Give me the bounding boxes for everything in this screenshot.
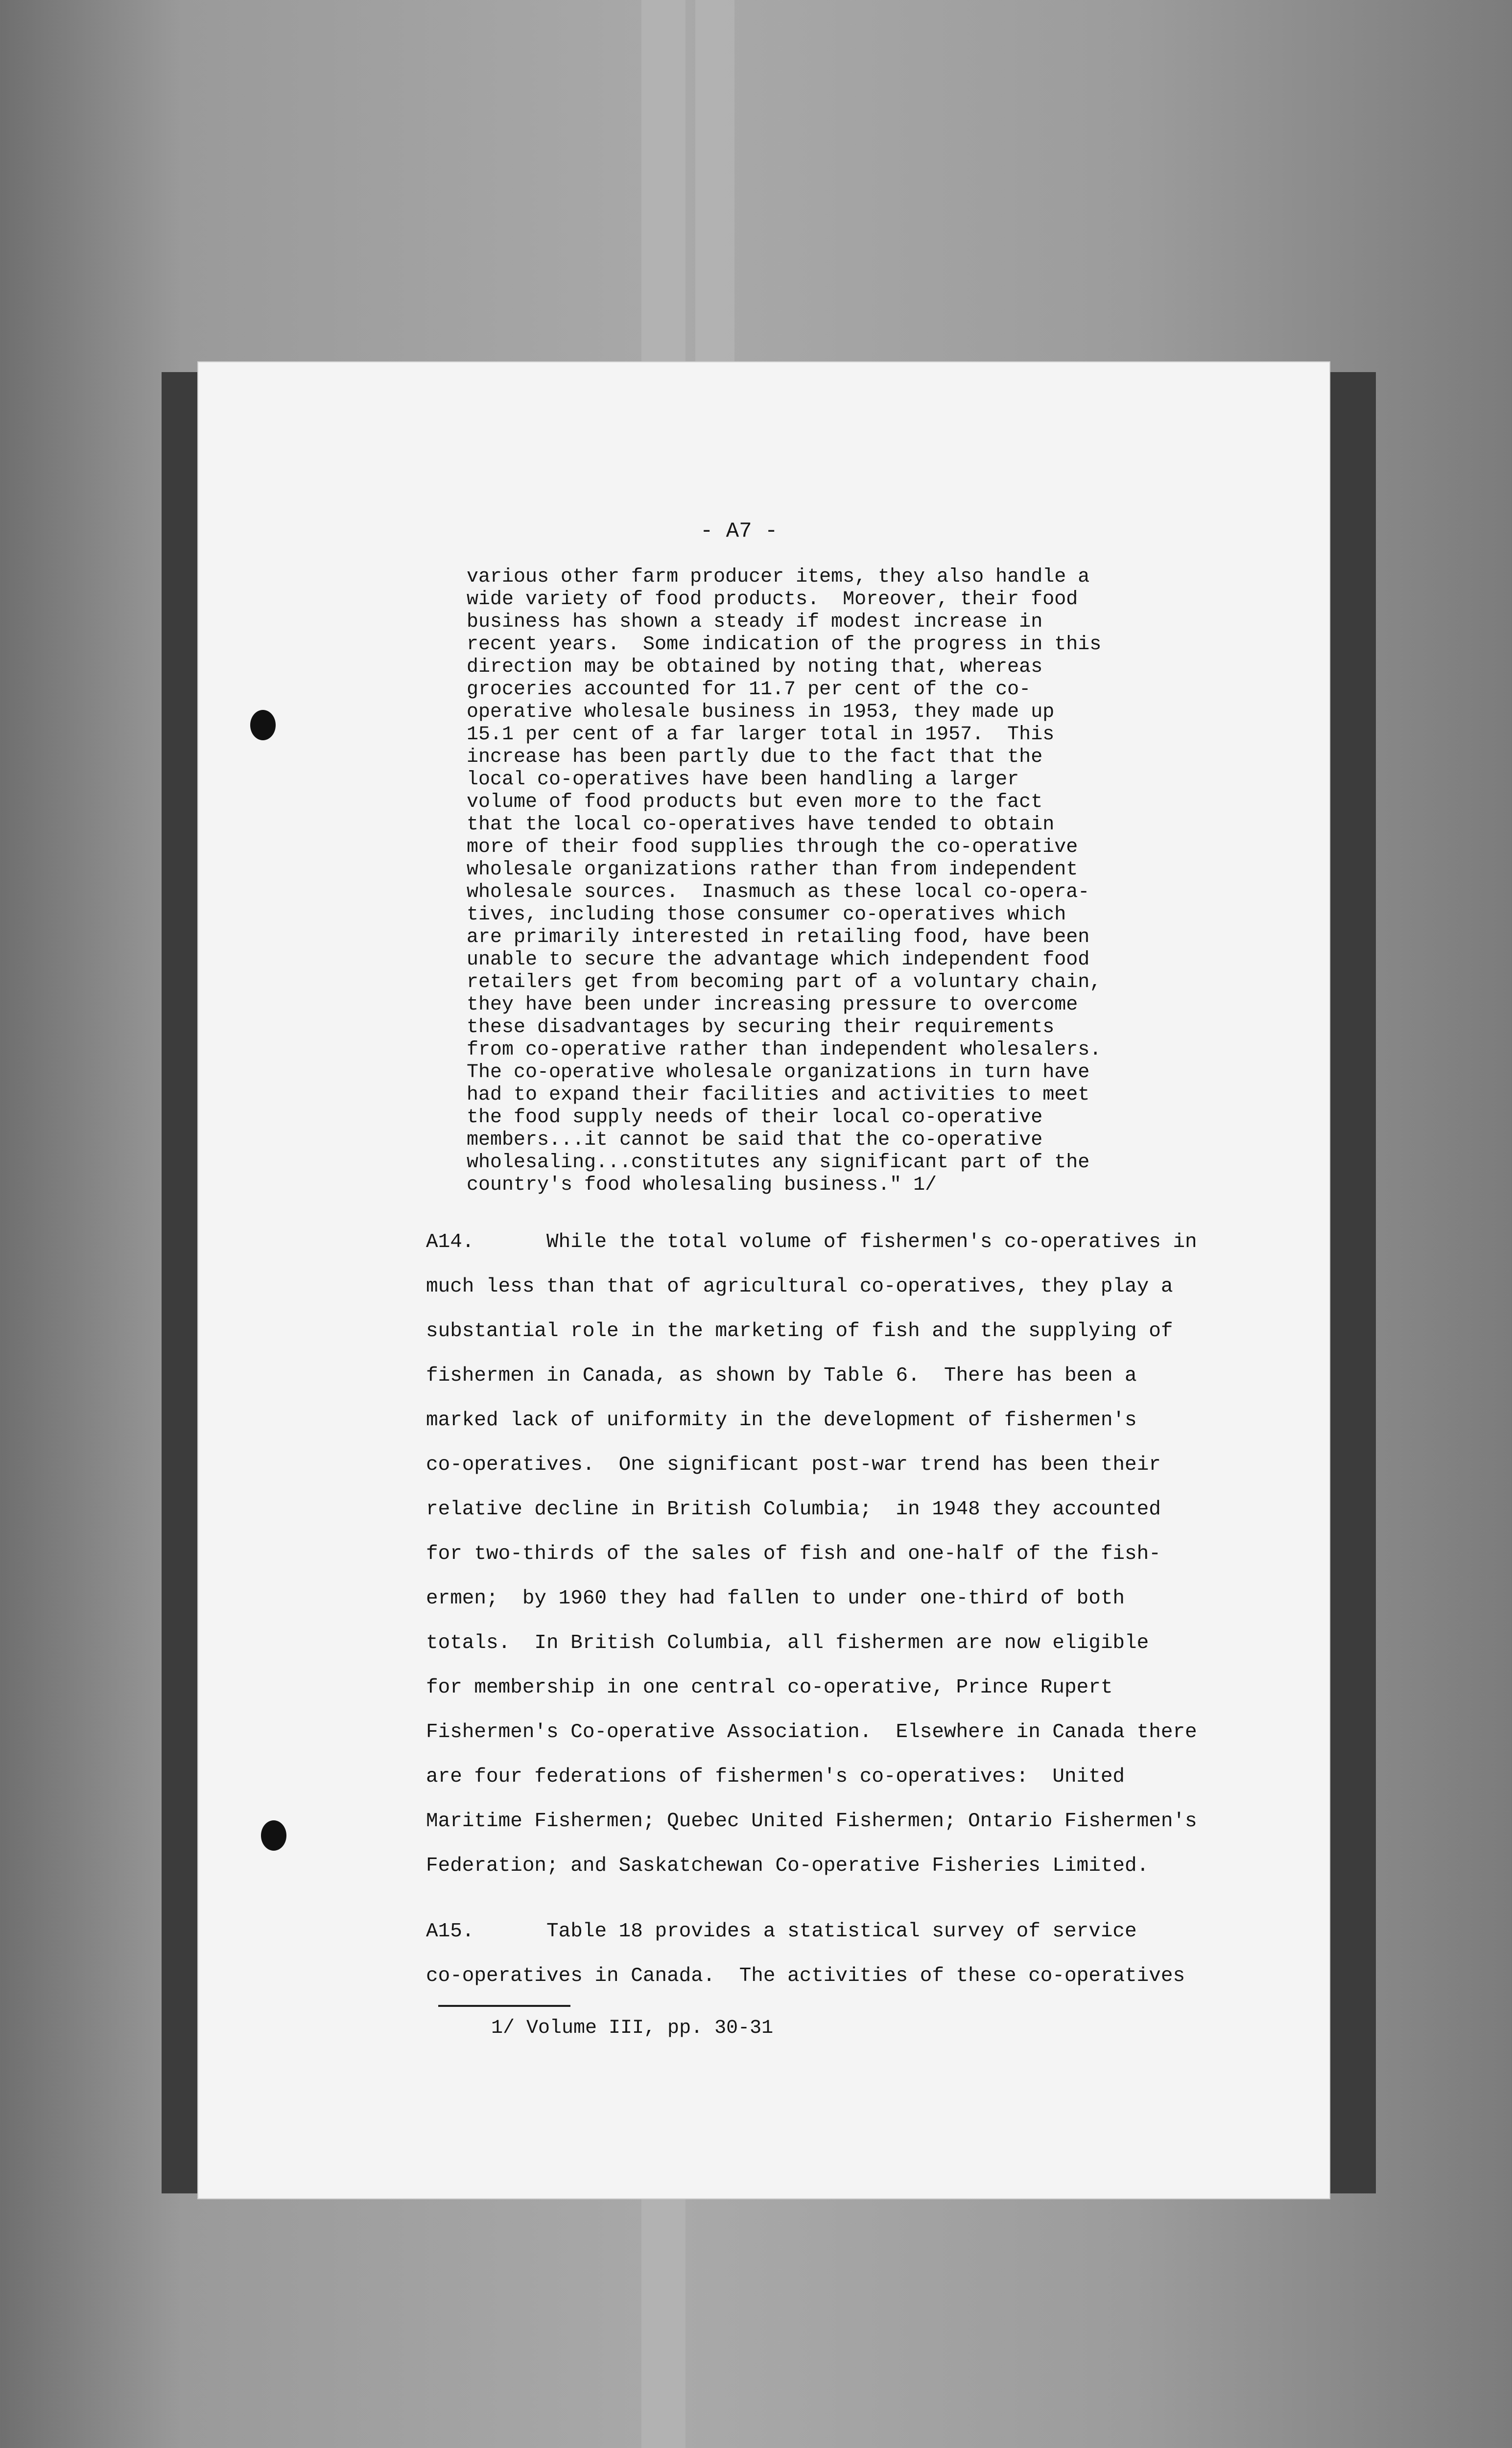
- document-page: [198, 362, 1329, 2198]
- paragraph-line: substantial role in the marketing of fish and the supplying of: [426, 1320, 1173, 1342]
- paragraph-line: for two-thirds of the sales of fish and one-half of the fish-: [426, 1543, 1161, 1565]
- quote-line: wholesale organizations rather than from independent: [467, 859, 1078, 881]
- quote-line: they have been under increasing pressure to overcome: [467, 994, 1078, 1016]
- quote-line: more of their food supplies through the co-operative: [467, 836, 1078, 858]
- paragraph-line: fishermen in Canada, as shown by Table 6. There has been a: [426, 1365, 1137, 1387]
- paragraph-line: A14. While the total volume of fishermen's co-operatives in: [426, 1231, 1197, 1253]
- paragraph-line: co-operatives. One significant post-war trend has been their: [426, 1454, 1161, 1476]
- paragraph-line: relative decline in British Columbia; in 1948 they accounted: [426, 1498, 1161, 1521]
- quote-line: The co-operative wholesale organizations in turn have: [467, 1061, 1090, 1083]
- quote-line: groceries accounted for 11.7 per cent of the co-: [467, 679, 1031, 701]
- quote-line: business has shown a steady if modest increase in: [467, 611, 1043, 633]
- paragraph-line: totals. In British Columbia, all fishermen are now eligible: [426, 1632, 1149, 1654]
- paragraph-a14: [426, 1220, 1197, 1888]
- quote-line: direction may be obtained by noting that, whereas: [467, 656, 1043, 678]
- quote-line: country's food wholesaling business." 1/: [467, 1174, 937, 1196]
- quote-line: from co-operative rather than independent wholesalers.: [467, 1039, 1102, 1061]
- quote-line: these disadvantages by securing their requirements: [467, 1016, 1055, 1038]
- paragraph-line: A15. Table 18 provides a statistical survey of service: [426, 1920, 1137, 1943]
- paragraph-line: for membership in one central co-operative, Prince Rupert: [426, 1676, 1113, 1699]
- quote-line: volume of food products but even more to the fact: [467, 791, 1043, 813]
- footnote-rule: [438, 2005, 570, 2007]
- paragraph-line: co-operatives in Canada. The activities of these co-operatives: [426, 1965, 1185, 1987]
- quote-line: various other farm producer items, they also handle a: [467, 566, 1090, 588]
- paragraph-line: Fishermen's Co-operative Association. Elsewhere in Canada there: [426, 1721, 1197, 1743]
- quote-line: members...it cannot be said that the co-operative: [467, 1129, 1043, 1151]
- page-number: - A7 -: [700, 519, 778, 543]
- quote-line: local co-operatives have been handling a larger: [467, 769, 1019, 791]
- film-strip-right: [695, 0, 734, 372]
- footnote: 1/ Volume III, pp. 30-31: [491, 2017, 774, 2039]
- quote-line: operative wholesale business in 1953, they made up: [467, 701, 1055, 723]
- paragraph-line: much less than that of agricultural co-operatives, they play a: [426, 1275, 1173, 1298]
- paragraph-line: are four federations of fishermen's co-operatives: United: [426, 1765, 1125, 1788]
- quote-line: increase has been partly due to the fact that the: [467, 746, 1043, 768]
- paragraph-line: ermen; by 1960 they had fallen to under one-third of both: [426, 1587, 1125, 1610]
- quote-line: had to expand their facilities and activities to meet: [467, 1084, 1090, 1106]
- quote-line: recent years. Some indication of the progress in this: [467, 634, 1102, 656]
- block-quote: [467, 566, 1260, 1197]
- quote-line: unable to secure the advantage which independent food: [467, 949, 1090, 971]
- paragraph-line: Maritime Fishermen; Quebec United Fishermen; Ontario Fishermen's: [426, 1810, 1197, 1833]
- quote-line: retailers get from becoming part of a voluntary chain,: [467, 971, 1102, 993]
- paragraph-line: marked lack of uniformity in the development of fishermen's: [426, 1409, 1137, 1432]
- paragraph-a15: [426, 1909, 1185, 1999]
- quote-line: that the local co-operatives have tended to obtain: [467, 814, 1055, 836]
- quote-line: wholesale sources. Inasmuch as these local co-opera-: [467, 881, 1090, 903]
- quote-line: are primarily interested in retailing food, have been: [467, 926, 1090, 948]
- punch-hole-top: [250, 710, 276, 740]
- quote-line: the food supply needs of their local co-operative: [467, 1106, 1043, 1129]
- quote-line: wholesaling...constitutes any significant part of the: [467, 1152, 1090, 1174]
- quote-line: 15.1 per cent of a far larger total in 1957. This: [467, 724, 1055, 746]
- quote-line: wide variety of food products. Moreover, their food: [467, 588, 1078, 611]
- paragraph-line: Federation; and Saskatchewan Co-operative Fisheries Limited.: [426, 1855, 1149, 1877]
- quote-line: tives, including those consumer co-operatives which: [467, 904, 1066, 926]
- punch-hole-bottom: [261, 1820, 286, 1851]
